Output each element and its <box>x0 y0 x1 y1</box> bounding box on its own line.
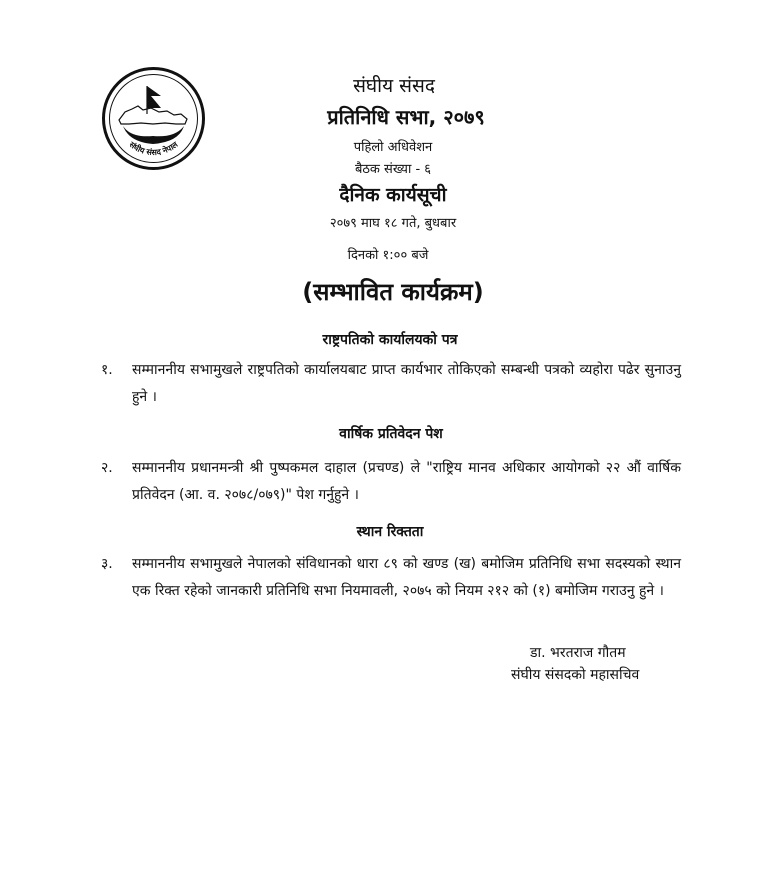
agenda-item <box>101 551 681 605</box>
section-heading: स्थान रिक्तता <box>356 524 424 540</box>
signatory-designation: संघीय संसदको महासचिव <box>511 667 640 683</box>
agenda-item-text: सम्माननीय सभामुखले राष्ट्रपतिको कार्यालयबाट प्राप्त कार्यभार तोकिएको सम्बन्धी पत्रको व्यहोरा पढेर सुनाउनु हुने । <box>132 362 681 405</box>
agenda-item-text: सम्माननीय सभामुखले नेपालको संविधानको धारा ८९ को खण्ड (ख) बमोजिम प्रतिनिधि सभा सदस्यको स्थान एक रिक्त रहेको जानकारी प्रतिनिधि सभा नियमावली, २०७५ को नियम २१२ को (१) बमोजिम गराउनु हुने । <box>132 556 681 599</box>
agenda-item-text: सम्माननीय प्रधानमन्त्री श्री पुष्पकमल दाहाल (प्रचण्ड) ले "राष्ट्रिय मानव अधिकार आयोगको २२ औं वार्षिक प्रतिवेदन (आ. व. २०७८/०७९)" पेश गर्नुहुने । <box>132 460 681 503</box>
agenda-item <box>101 357 681 411</box>
house-name: प्रतिनिधि सभा, २०७९ <box>327 105 485 129</box>
meeting-date: २०७९ माघ १८ गते, बुधबार <box>329 216 457 231</box>
section-heading: वार्षिक प्रतिवेदन पेश <box>339 426 443 442</box>
agenda-item <box>101 455 681 509</box>
section-heading: राष्ट्रपतिको कार्यालयको पत्र <box>322 332 458 348</box>
page-title: दैनिक कार्यसूची <box>339 184 447 206</box>
page-subtitle: (सम्भावित कार्यक्रम) <box>302 278 484 306</box>
meeting-time: दिनको १:०० बजे <box>347 248 429 263</box>
agenda-item-number: २. <box>101 460 113 476</box>
agenda-item-number: १. <box>101 362 113 378</box>
meeting-number: बैठक संख्या - ६ <box>354 162 432 177</box>
parliament-name: संघीय संसद <box>353 75 435 97</box>
session-label: पहिलो अधिवेशन <box>353 140 433 155</box>
signatory-name: डा. भरतराज गौतम <box>530 645 626 661</box>
agenda-item-number: ३. <box>101 556 113 572</box>
svg-text:संघीय संसद नेपाल: संघीय संसद नेपाल <box>127 140 180 157</box>
